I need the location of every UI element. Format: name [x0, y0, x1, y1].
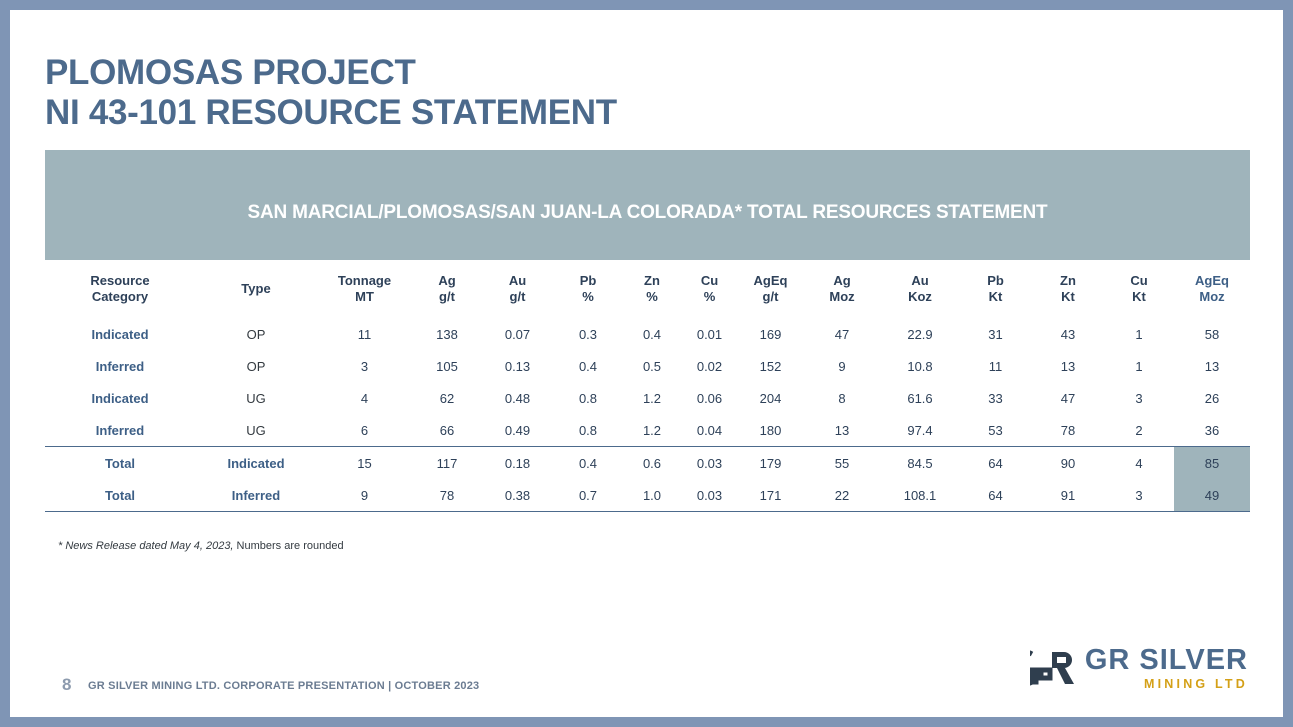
header-top-text: Zn	[644, 273, 660, 288]
cell-au-koz: 61.6	[907, 390, 933, 406]
cell-au-gt: 0.18	[482, 447, 553, 480]
resource-table-container	[45, 150, 1250, 512]
header-sub-text: %	[646, 289, 658, 304]
cell-type: OP	[246, 326, 266, 342]
header-au-gt	[482, 260, 553, 318]
cell-cu-kt: 4	[1104, 447, 1174, 480]
company-logo	[1030, 644, 1248, 692]
header-top-text: Resource	[90, 273, 150, 288]
cell-ageq-moz: 49	[1174, 479, 1250, 512]
cell-cu-kt: 3	[1104, 479, 1174, 512]
header-sub-text: %	[582, 289, 594, 304]
header-top-text: Ag	[438, 273, 456, 288]
header-sub-text: Kt	[1132, 289, 1146, 304]
cell-zn-pct: 1.2	[642, 390, 662, 406]
cell-cu-kt: 2	[1135, 422, 1143, 438]
cell-ag-gt: 62	[439, 390, 455, 406]
cell-pb-kt: 53	[988, 422, 1003, 438]
cell-type: OP	[246, 358, 266, 374]
page-title-line-2: NI 43-101 RESOURCE STATEMENT	[45, 93, 617, 132]
header-ag-gt	[412, 260, 482, 318]
cell-zn-kt: 78	[1060, 422, 1076, 438]
cell-resource-category: Indicated	[91, 326, 149, 342]
header-sub-text: %	[703, 289, 716, 304]
cell-au-koz: 22.9	[907, 326, 933, 342]
cell-zn-kt: 13	[1060, 358, 1076, 374]
cell-ageq-moz: 13	[1204, 358, 1220, 374]
cell-ageq-moz: 36	[1204, 422, 1220, 438]
cell-zn-pct: 0.4	[642, 326, 662, 342]
cell-resource-category: Total	[45, 447, 195, 480]
cell-type: Inferred	[195, 479, 317, 512]
cell-tonnage: 4	[360, 390, 369, 406]
cell-pb-pct: 0.7	[553, 479, 623, 512]
page-title	[45, 53, 617, 133]
cell-ageq-gt: 152	[759, 358, 782, 374]
cell-resource-category: Indicated	[91, 390, 149, 406]
resource-statement-table	[45, 260, 1250, 512]
slide	[10, 10, 1283, 717]
cell-ag-gt: 117	[412, 447, 482, 480]
logo-subtitle: MINING LTD	[1144, 676, 1248, 691]
logo-title: GR SILVER	[1084, 643, 1248, 676]
header-top-text: AgEq	[1195, 273, 1229, 288]
cell-pb-kt: 64	[959, 479, 1032, 512]
cell-au-koz: 108.1	[881, 479, 959, 512]
cell-au-gt: 0.48	[504, 390, 531, 406]
table-banner	[45, 150, 1250, 260]
cell-tonnage: 3	[360, 358, 369, 374]
cell-cu-pct: 0.04	[696, 422, 723, 438]
header-sub-text: g/t	[762, 289, 779, 304]
cell-zn-kt: 43	[1060, 326, 1076, 342]
table-row	[45, 382, 1250, 414]
cell-resource-category: Total	[45, 479, 195, 512]
cell-ag-moz: 13	[834, 422, 850, 438]
cell-ag-moz: 8	[838, 390, 846, 406]
table-header-row	[45, 260, 1250, 318]
cell-au-gt: 0.13	[504, 358, 531, 374]
cell-cu-pct: 0.02	[696, 358, 723, 374]
cell-ag-gt: 78	[412, 479, 482, 512]
cell-resource-category: Inferred	[95, 422, 145, 438]
header-sub-text: Moz	[1199, 289, 1225, 304]
cell-cu-kt: 1	[1135, 326, 1143, 342]
cell-au-gt: 0.49	[504, 422, 531, 438]
cell-cu-pct: 0.06	[696, 390, 723, 406]
header-sub-text: Moz	[829, 289, 855, 304]
cell-ageq-gt: 179	[738, 447, 803, 480]
table-row	[45, 318, 1250, 350]
cell-au-gt: 0.38	[482, 479, 553, 512]
header-cu-kt	[1104, 260, 1174, 318]
header-top-text: Au	[911, 273, 929, 288]
cell-cu-pct: 0.03	[681, 447, 738, 480]
cell-cu-pct: 0.01	[696, 326, 723, 342]
header-top-text: Cu	[1130, 273, 1148, 288]
footnote-note: Numbers are rounded	[233, 540, 344, 552]
header-cu-pct	[681, 260, 738, 318]
cell-pb-pct: 0.8	[578, 390, 598, 406]
header-tonnage	[317, 260, 412, 318]
table-banner-label: SAN MARCIAL/PLOMOSAS/SAN JUAN-LA COLORADA* TOTAL RESOURCES STATEMENT	[247, 202, 1048, 223]
cell-ag-gt: 105	[436, 358, 458, 374]
table-row-total	[45, 479, 1250, 512]
cell-cu-kt: 1	[1135, 358, 1143, 374]
header-ageq-moz	[1174, 260, 1250, 318]
cell-type: UG	[246, 422, 266, 438]
header-type	[195, 260, 317, 318]
header-sub-text: Koz	[908, 289, 932, 304]
header-ag-moz	[803, 260, 881, 318]
gr-monogram-icon	[1030, 648, 1076, 688]
table-row	[45, 414, 1250, 447]
header-zn-kt	[1032, 260, 1104, 318]
cell-au-koz: 10.8	[907, 358, 933, 374]
header-top-text: Ag	[833, 273, 851, 288]
cell-ag-moz: 9	[838, 358, 846, 374]
cell-pb-pct: 0.3	[578, 326, 598, 342]
cell-ageq-gt: 169	[759, 326, 782, 342]
cell-pb-kt: 33	[988, 390, 1003, 406]
cell-zn-kt: 91	[1032, 479, 1104, 512]
header-top-text: AgEq	[753, 273, 788, 288]
header-au-koz	[881, 260, 959, 318]
cell-type: UG	[246, 390, 266, 406]
cell-zn-pct: 1.2	[642, 422, 662, 438]
header-top-text: Zn	[1060, 273, 1076, 288]
cell-type: Indicated	[195, 447, 317, 480]
header-sub-text: Kt	[1061, 289, 1075, 304]
cell-ageq-moz: 26	[1204, 390, 1220, 406]
table-body	[45, 318, 1250, 512]
cell-ageq-moz: 85	[1174, 447, 1250, 480]
cell-ag-gt: 138	[436, 326, 458, 342]
header-ageq-gt	[738, 260, 803, 318]
table-row-total	[45, 447, 1250, 480]
table-row	[45, 350, 1250, 382]
header-top-text: Pb	[579, 273, 597, 288]
footer-caption: GR SILVER MINING LTD. CORPORATE PRESENTATION | OCTOBER 2023	[88, 680, 480, 692]
cell-zn-kt: 47	[1060, 390, 1076, 406]
cell-ag-moz: 55	[803, 447, 881, 480]
header-sub-text: g/t	[439, 289, 455, 304]
cell-tonnage: 9	[317, 479, 412, 512]
header-pb-pct	[553, 260, 623, 318]
cell-au-koz: 84.5	[881, 447, 959, 480]
header-top-text: Pb	[987, 273, 1004, 288]
header-top-text: Cu	[700, 273, 719, 288]
cell-zn-pct: 0.5	[642, 358, 662, 374]
cell-tonnage: 6	[360, 422, 369, 438]
table-footnote	[58, 540, 344, 552]
cell-ageq-gt: 171	[738, 479, 803, 512]
cell-ageq-gt: 180	[759, 422, 782, 438]
cell-pb-pct: 0.4	[578, 358, 598, 374]
cell-tonnage: 15	[317, 447, 412, 480]
cell-pb-pct: 0.8	[578, 422, 598, 438]
cell-cu-kt: 3	[1135, 390, 1143, 406]
cell-au-koz: 97.4	[907, 422, 933, 438]
cell-zn-pct: 1.0	[623, 479, 681, 512]
cell-zn-pct: 0.6	[623, 447, 681, 480]
cell-ageq-gt: 204	[759, 390, 782, 406]
header-resource-category	[45, 260, 195, 318]
header-top-text: Type	[241, 281, 271, 296]
header-sub-text: g/t	[509, 289, 526, 304]
cell-pb-kt: 64	[959, 447, 1032, 480]
header-top-text: Tonnage	[337, 273, 392, 288]
cell-tonnage: 11	[357, 326, 372, 342]
cell-zn-kt: 90	[1032, 447, 1104, 480]
cell-ag-gt: 66	[439, 422, 455, 438]
header-pb-kt	[959, 260, 1032, 318]
cell-cu-pct: 0.03	[681, 479, 738, 512]
cell-pb-pct: 0.4	[553, 447, 623, 480]
cell-resource-category: Inferred	[95, 358, 145, 374]
header-sub-text: MT	[355, 289, 374, 304]
header-sub-text: Kt	[988, 289, 1003, 304]
header-top-text: Au	[508, 273, 527, 288]
header-sub-text: Category	[91, 289, 149, 304]
cell-pb-kt: 31	[988, 326, 1003, 342]
page-number: 8	[62, 675, 72, 694]
cell-ageq-moz: 58	[1204, 326, 1220, 342]
cell-ag-moz: 22	[803, 479, 881, 512]
page-title-line-1: PLOMOSAS PROJECT	[45, 53, 416, 92]
header-zn-pct	[623, 260, 681, 318]
cell-ag-moz: 47	[834, 326, 850, 342]
cell-au-gt: 0.07	[504, 326, 531, 342]
logo-wordmark	[1084, 643, 1248, 691]
cell-pb-kt: 11	[988, 358, 1003, 374]
footnote-source: * News Release dated May 4, 2023,	[58, 540, 234, 552]
